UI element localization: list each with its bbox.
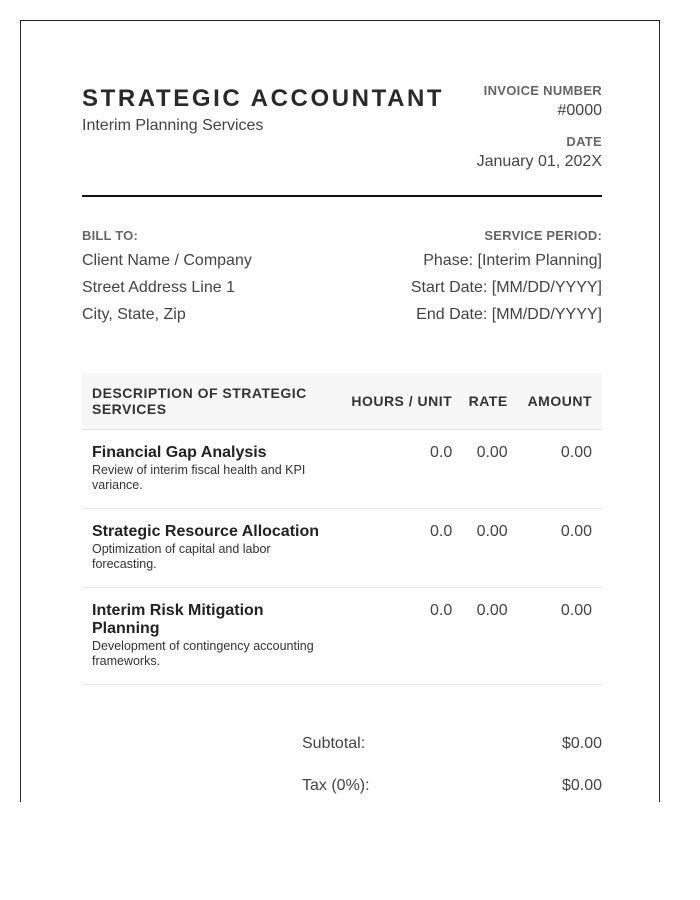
company-tagline: Interim Planning Services (82, 117, 264, 134)
company-name: STRATEGIC ACCOUNTANT (82, 85, 445, 112)
service-title: Interim Risk Mitigation Planning (92, 602, 264, 637)
service-amount: 0.00 (518, 430, 602, 509)
service-rate: 0.00 (462, 509, 517, 588)
subtotal-value: $0.00 (561, 735, 602, 752)
service-end-date: End Date: [MM/DD/YYYY] (416, 306, 602, 323)
bill-to-label: BILL TO: (82, 228, 139, 243)
services-table (82, 373, 602, 685)
service-detail: Review of interim fiscal health and KPI variance. (92, 463, 306, 492)
invoice-number: #0000 (557, 102, 602, 119)
service-hours: 0.0 (341, 430, 462, 509)
invoice-meta (477, 83, 602, 171)
service-hours: 0.0 (341, 509, 462, 588)
service-title: Financial Gap Analysis (92, 444, 267, 461)
service-period-block (411, 228, 602, 324)
bill-to-street: Street Address Line 1 (82, 279, 235, 296)
subtotal-label: Subtotal: (302, 735, 366, 752)
service-detail: Development of contingency accounting frameworks. (92, 639, 314, 668)
tax-label: Tax (0%): (302, 777, 370, 794)
subtotal-row (302, 735, 602, 777)
service-amount: 0.00 (518, 588, 602, 685)
tax-row (302, 777, 602, 819)
service-title: Strategic Resource Allocation (92, 523, 320, 540)
service-hours: 0.0 (341, 588, 462, 685)
service-rate: 0.00 (462, 588, 517, 685)
table-row (82, 430, 602, 509)
invoice-date-label: DATE (566, 134, 602, 149)
service-detail: Optimization of capital and labor forecasting. (92, 542, 271, 571)
bill-to-name: Client Name / Company (82, 252, 252, 269)
service-phase: Phase: [Interim Planning] (423, 252, 602, 269)
tax-value: $0.00 (561, 777, 602, 794)
bill-to-block (82, 228, 252, 324)
billing-section (82, 228, 602, 338)
column-header-description: DESCRIPTION OF STRATEGIC SERVICES (82, 373, 341, 430)
invoice-number-label: INVOICE NUMBER (483, 83, 602, 98)
bill-to-city: City, State, Zip (82, 306, 186, 323)
table-header-row (82, 373, 602, 430)
service-description-cell (82, 588, 341, 685)
service-amount: 0.00 (518, 509, 602, 588)
column-header-hours: HOURS / UNIT (341, 373, 462, 430)
column-header-rate: RATE (462, 373, 517, 430)
service-description-cell (82, 430, 341, 509)
service-period-label: SERVICE PERIOD: (484, 228, 602, 243)
service-start-date: Start Date: [MM/DD/YYYY] (410, 279, 602, 296)
invoice-page (20, 20, 660, 802)
totals-section (302, 735, 602, 819)
invoice-header (82, 83, 602, 197)
column-header-amount: AMOUNT (518, 373, 602, 430)
table-row (82, 588, 602, 685)
service-description-cell (82, 509, 341, 588)
table-row (82, 509, 602, 588)
invoice-date: January 01, 202X (476, 153, 602, 170)
service-rate: 0.00 (462, 430, 517, 509)
